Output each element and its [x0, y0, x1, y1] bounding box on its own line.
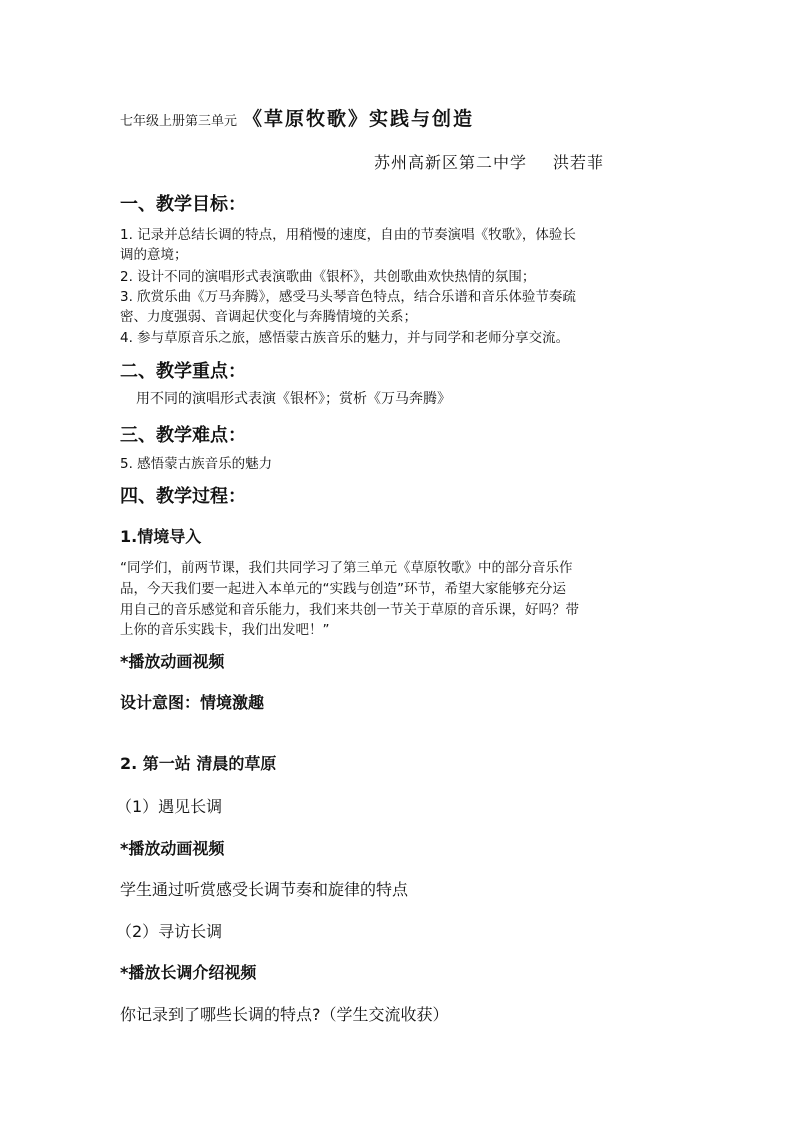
heading-process: 四、教学过程： [120, 486, 246, 507]
objective-line-3a: 3. 欣赏乐曲《万马奔腾》，感受马头琴音色特点，结合乐谱和音乐体验节奏疏 [120, 289, 576, 305]
quote-line-a: “同学们，前两节课，我们共同学习了第三单元《草原牧歌》中的部分音乐作 [120, 560, 573, 576]
title-main: 《草原牧歌》实践与创造 [243, 108, 475, 130]
question-line: 你记录到了哪些长调的特点?（学生交流收获） [120, 1005, 449, 1024]
school-name: 苏州高新区第二中学 [374, 153, 528, 172]
section-2-title: 2. 第一站 清晨的草原 [120, 754, 277, 773]
quote-line-b: 品，今天我们要一起进入本单元的“实践与创造”环节，希望大家能够充分运 [120, 581, 566, 597]
objective-line-3b: 密、力度强弱、音调起伏变化与奔腾情境的关系； [120, 309, 417, 325]
play-video-note-3: *播放长调介绍视频 [120, 963, 257, 982]
play-video-note-1: *播放动画视频 [120, 652, 225, 671]
subsection-1: （1）遇见长调 [116, 797, 223, 816]
heading-difficulties: 三、教学难点： [120, 425, 246, 446]
document-title [120, 104, 474, 131]
quote-line-d: 上你的音乐实践卡，我们出发吧！” [120, 622, 330, 638]
subsection-2: （2）寻访长调 [116, 922, 223, 941]
design-intent: 设计意图：情境激趣 [120, 693, 265, 712]
heading-key-points: 二、教学重点： [120, 361, 246, 382]
heading-objectives: 一、教学目标： [120, 194, 246, 215]
subsection-1-desc: 学生通过听赏感受长调节奏和旋律的特点 [120, 880, 409, 899]
key-points-text: 用不同的演唱形式表演《银杯》；赏析《万马奔腾》 [136, 391, 451, 407]
play-video-note-2: *播放动画视频 [120, 839, 225, 858]
title-prefix: 七年级上册第三单元 [120, 114, 238, 129]
objective-line-1a: 1. 记录并总结长调的特点，用稍慢的速度，自由的节奏演唱《牧歌》，体验长 [120, 227, 576, 243]
objective-line-1b: 调的意境； [120, 247, 188, 263]
author-line [374, 150, 604, 173]
objective-line-2: 2. 设计不同的演唱形式表演歌曲《银杯》，共创歌曲欢快热情的氛围； [120, 269, 536, 285]
objective-line-4: 4. 参与草原音乐之旅，感悟蒙古族音乐的魅力，并与同学和老师分享交流。 [120, 330, 570, 346]
quote-line-c: 用自己的音乐感觉和音乐能力，我们来共创一节关于草原的音乐课，好吗？带 [120, 602, 579, 618]
section-1-title: 1.情境导入 [120, 527, 202, 546]
difficulties-text: 5. 感悟蒙古族音乐的魅力 [120, 456, 273, 472]
author-name: 洪若菲 [553, 153, 605, 172]
